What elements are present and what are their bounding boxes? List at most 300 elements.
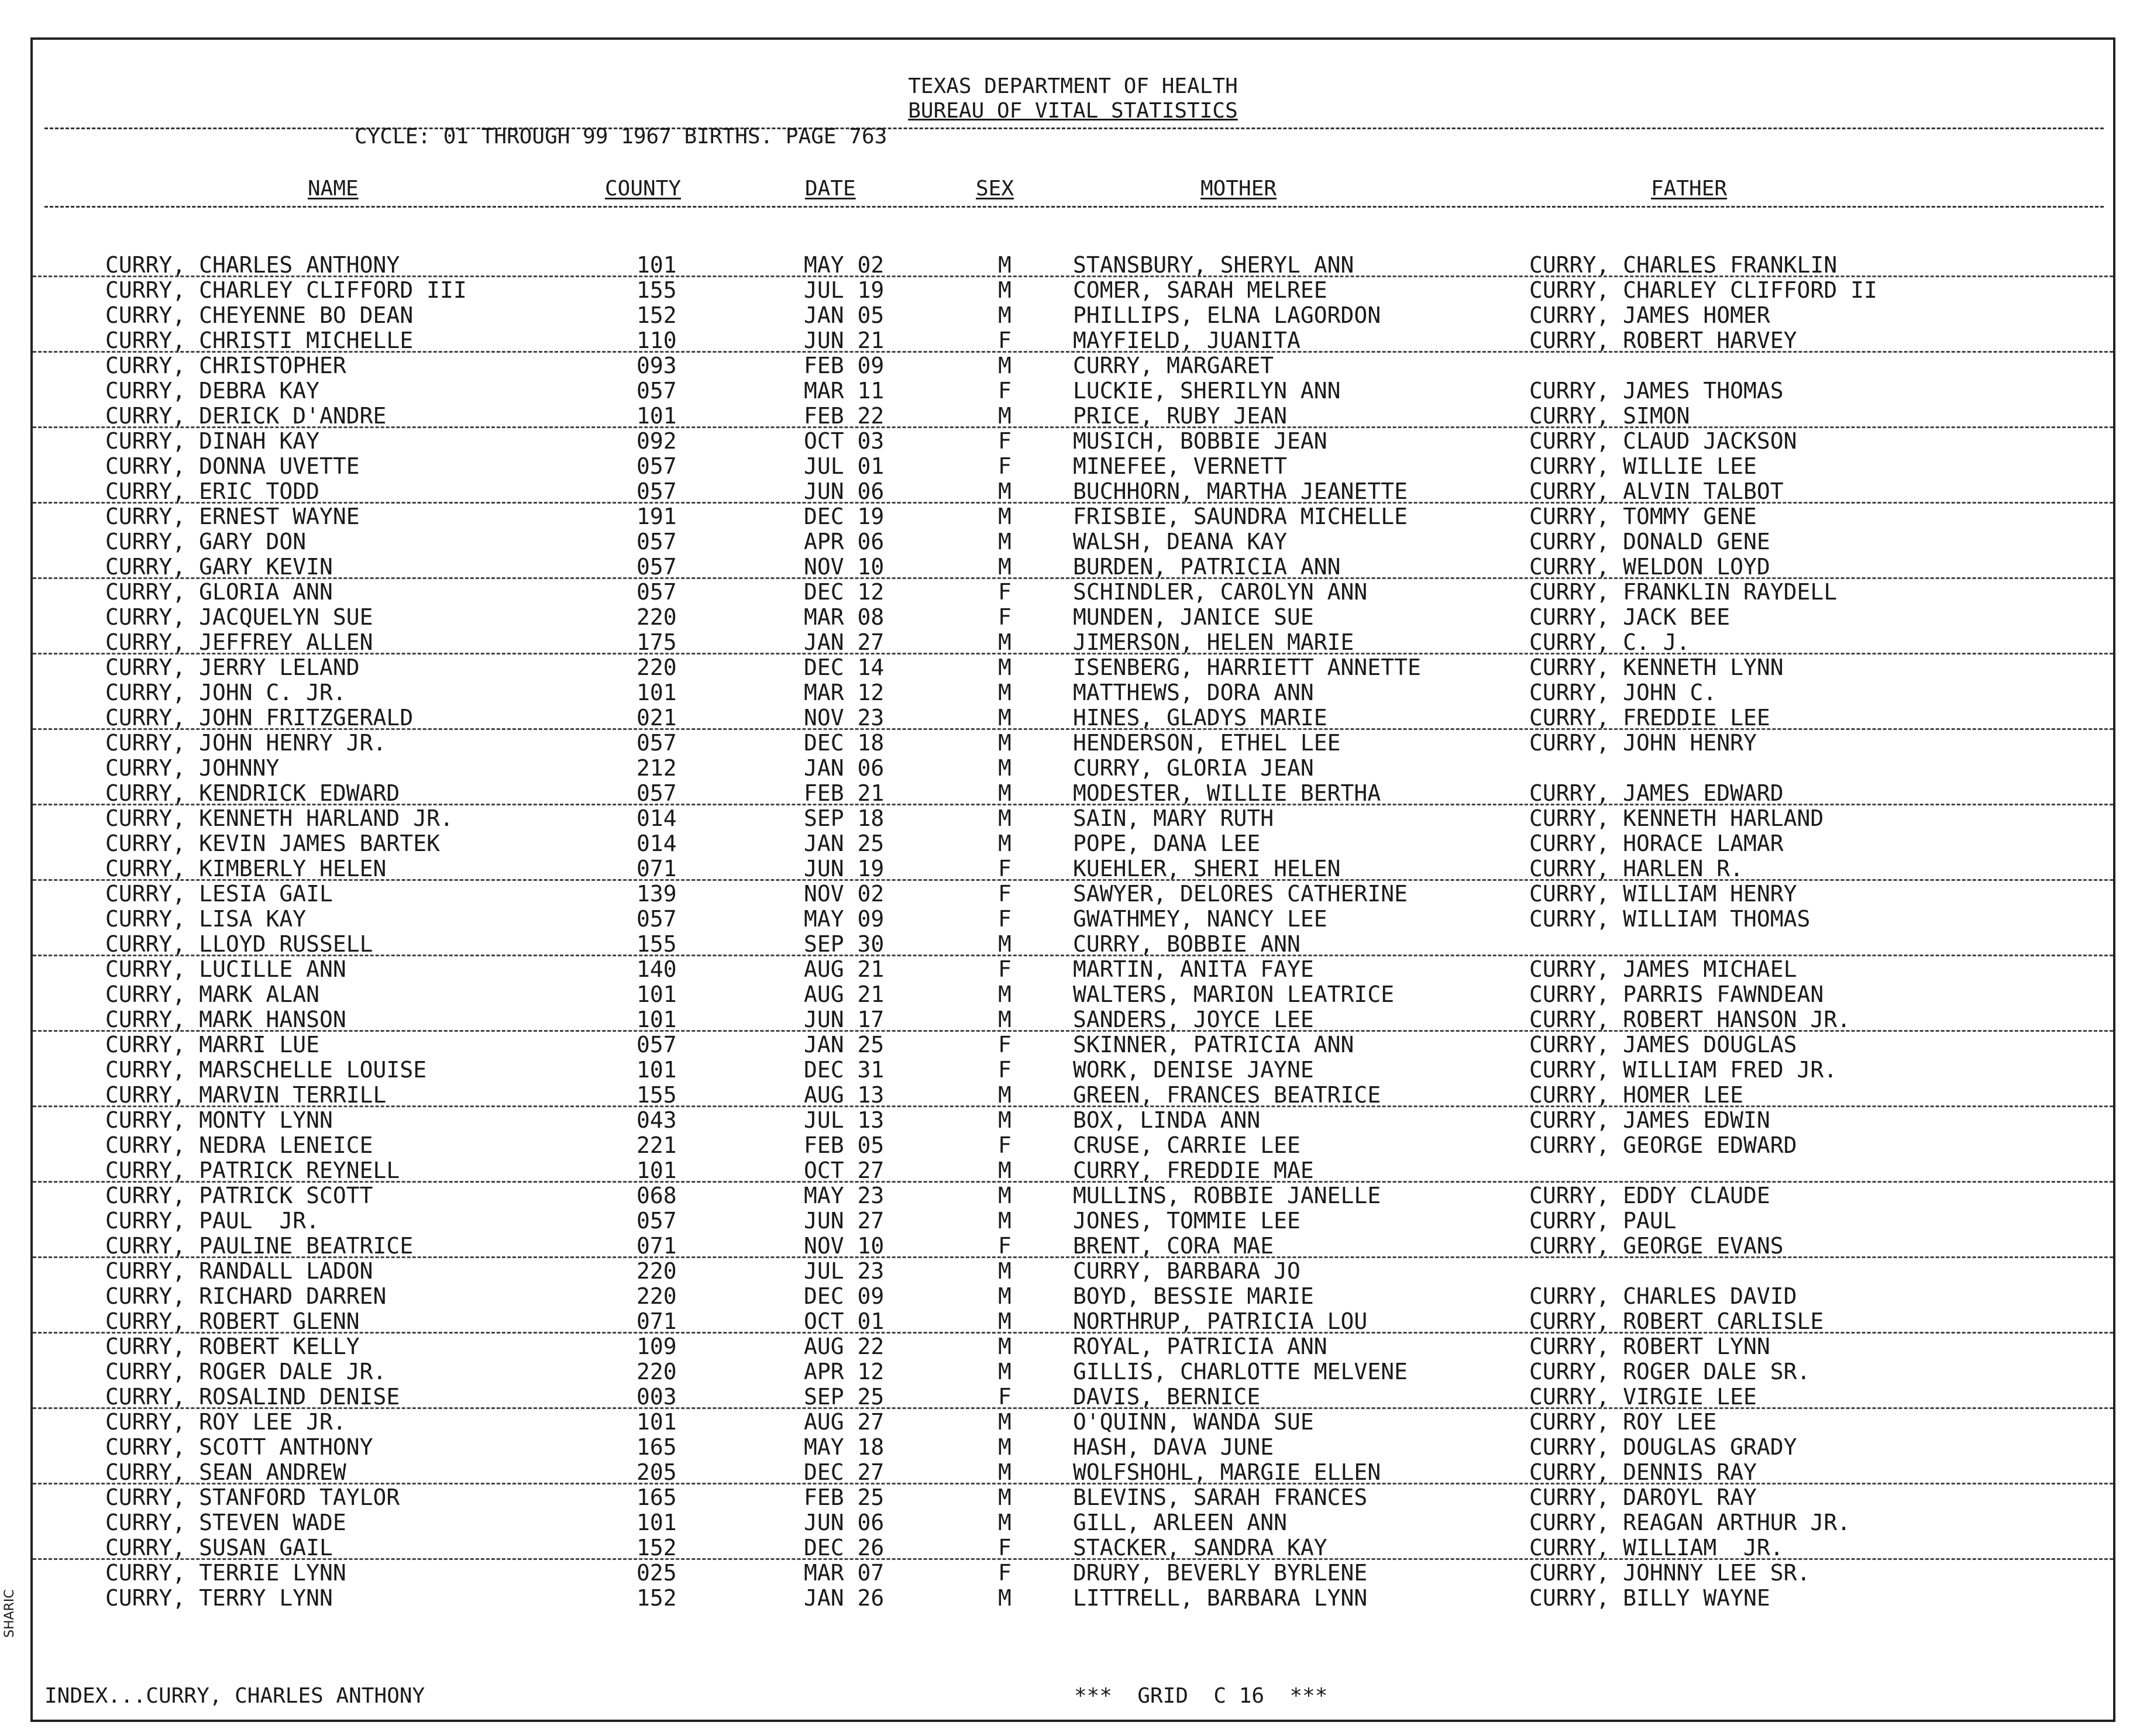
cell-name: CURRY, JOHN HENRY JR. [105, 730, 387, 756]
cell-father: CURRY, ROBERT CARLISLE [1529, 1308, 1824, 1334]
col-date: DATE [805, 177, 856, 201]
cell-father: CURRY, ROBERT LYNN [1529, 1334, 1770, 1359]
cell-mother: POPE, DANA LEE [1073, 831, 1261, 856]
table-row [33, 1485, 2113, 1510]
table-row [33, 856, 2113, 881]
cell-name: CURRY, JERRY LELAND [105, 655, 360, 680]
cell-mother: BLEVINS, SARAH FRANCES [1073, 1484, 1368, 1510]
cell-sex: M [998, 655, 1011, 680]
cell-name: CURRY, LESIA GAIL [105, 881, 333, 907]
table-row [33, 378, 2113, 404]
table-row [33, 1158, 2113, 1183]
cell-name: CURRY, MARK ALAN [105, 981, 320, 1007]
cell-father: CURRY, KENNETH HARLAND [1529, 805, 1824, 831]
cell-name: CURRY, RANDALL LADON [105, 1258, 373, 1284]
cell-sex: M [998, 504, 1011, 529]
table-row [33, 1083, 2113, 1108]
table-row [33, 781, 2113, 806]
table-row [33, 253, 2113, 278]
cell-sex: F [998, 1560, 1011, 1586]
cell-mother: ROYAL, PATRICIA ANN [1073, 1334, 1327, 1359]
cell-name: CURRY, TERRIE LYNN [105, 1560, 346, 1586]
cell-county: 152 [637, 1585, 677, 1611]
cell-name: CURRY, KENNETH HARLAND JR. [105, 805, 453, 831]
cell-date: JUN 21 [804, 328, 885, 353]
cell-mother: GREEN, FRANCES BEATRICE [1073, 1082, 1381, 1108]
table-row [33, 429, 2113, 454]
cell-date: JAN 26 [804, 1585, 885, 1611]
cell-mother: BRENT, CORA MAE [1073, 1233, 1274, 1259]
cell-date: FEB 05 [804, 1132, 885, 1158]
cell-date: JUN 19 [804, 856, 885, 881]
cell-date: JAN 27 [804, 629, 885, 655]
table-row [33, 881, 2113, 907]
cell-sex: M [998, 252, 1011, 278]
cell-name: CURRY, ROY LEE JR. [105, 1409, 346, 1435]
cell-date: DEC 27 [804, 1459, 885, 1485]
cell-date: DEC 18 [804, 730, 885, 756]
cell-mother: CURRY, BOBBIE ANN [1073, 931, 1300, 957]
cell-name: CURRY, GARY DON [105, 529, 307, 554]
cell-mother: GILLIS, CHARLOTTE MELVENE [1073, 1359, 1408, 1384]
cell-mother: ISENBERG, HARRIETT ANNETTE [1073, 655, 1421, 680]
cell-sex: M [998, 1107, 1011, 1133]
cell-date: JAN 06 [804, 755, 885, 781]
cell-father: CURRY, PARRIS FAWNDEAN [1529, 981, 1824, 1007]
cell-county: 025 [637, 1560, 677, 1586]
cell-father: CURRY, JOHN C. [1529, 680, 1717, 705]
cell-sex: F [998, 579, 1011, 605]
table-row [33, 454, 2113, 479]
cell-county: 043 [637, 1107, 677, 1133]
table-row [33, 353, 2113, 378]
cell-mother: STANSBURY, SHERYL ANN [1073, 252, 1354, 278]
cell-mother: KUEHLER, SHERI HELEN [1073, 856, 1341, 881]
header-agency: TEXAS DEPARTMENT OF HEALTH [908, 74, 1238, 98]
cell-sex: F [998, 328, 1011, 353]
cell-mother: COMER, SARAH MELREE [1073, 277, 1327, 303]
cell-father: CURRY, BILLY WAYNE [1529, 1585, 1770, 1611]
cell-sex: F [998, 856, 1011, 881]
cell-sex: M [998, 1208, 1011, 1234]
cell-sex: M [998, 705, 1011, 731]
cell-name: CURRY, LUCILLE ANN [105, 956, 346, 982]
cell-name: CURRY, SUSAN GAIL [105, 1535, 333, 1561]
cell-date: JUN 06 [804, 478, 885, 504]
cell-sex: M [998, 730, 1011, 756]
cell-father: CURRY, ROBERT HARVEY [1529, 328, 1797, 353]
cell-father: CURRY, JAMES THOMAS [1529, 378, 1784, 404]
cell-sex: M [998, 629, 1011, 655]
cell-father: CURRY, WILLIAM JR. [1529, 1535, 1784, 1561]
cell-county: 220 [637, 1359, 677, 1384]
cell-mother: SAWYER, DELORES CATHERINE [1073, 881, 1408, 907]
cell-sex: F [998, 1132, 1011, 1158]
table-row [33, 1183, 2113, 1208]
cell-sex: M [998, 1484, 1011, 1510]
cell-mother: BOX, LINDA ANN [1073, 1107, 1261, 1133]
cell-county: 175 [637, 629, 677, 655]
cell-mother: WALSH, DEANA KAY [1073, 529, 1288, 554]
cell-county: 092 [637, 428, 677, 454]
side-label: SHARIC [2, 1589, 17, 1638]
cell-father: CURRY, DONALD GENE [1529, 529, 1770, 554]
cell-sex: M [998, 1308, 1011, 1334]
table-row [33, 1234, 2113, 1259]
cell-county: 220 [637, 655, 677, 680]
cell-mother: JONES, TOMMIE LEE [1073, 1208, 1300, 1234]
cell-father: CURRY, CHARLES FRANKLIN [1529, 252, 1838, 278]
cell-date: OCT 27 [804, 1158, 885, 1183]
cell-date: JUL 13 [804, 1107, 885, 1133]
cell-mother: HINES, GLADYS MARIE [1073, 705, 1327, 731]
cell-mother: MAYFIELD, JUANITA [1073, 328, 1300, 353]
table-row [33, 630, 2113, 655]
cell-father: CURRY, REAGAN ARTHUR JR. [1529, 1510, 1851, 1535]
footer-index: INDEX...CURRY, CHARLES ANTHONY [44, 1684, 425, 1708]
cell-date: OCT 03 [804, 428, 885, 454]
cell-name: CURRY, DEBRA KAY [105, 378, 320, 404]
cell-sex: M [998, 780, 1011, 806]
cell-date: MAR 12 [804, 680, 885, 705]
column-headers [33, 177, 2113, 204]
cell-name: CURRY, ROBERT KELLY [105, 1334, 360, 1359]
cell-name: CURRY, JOHN FRITZGERALD [105, 705, 414, 731]
cell-sex: F [998, 1535, 1011, 1561]
cell-county: 221 [637, 1132, 677, 1158]
cell-mother: SCHINDLER, CAROLYN ANN [1073, 579, 1368, 605]
cell-date: JUL 23 [804, 1258, 885, 1284]
table-row [33, 1535, 2113, 1561]
table-row [33, 1208, 2113, 1234]
table-row [33, 1032, 2113, 1058]
cell-date: MAY 09 [804, 906, 885, 932]
cell-mother: BUCHHORN, MARTHA JEANETTE [1073, 478, 1408, 504]
cell-county: 165 [637, 1484, 677, 1510]
table-row [33, 1309, 2113, 1334]
table-row [33, 1259, 2113, 1284]
header-bureau: BUREAU OF VITAL STATISTICS [908, 99, 1238, 123]
table-row [33, 554, 2113, 580]
cell-name: CURRY, ROBERT GLENN [105, 1308, 360, 1334]
cell-sex: M [998, 1585, 1011, 1611]
cell-name: CURRY, LISA KAY [105, 906, 307, 932]
cell-sex: M [998, 403, 1011, 429]
cell-mother: LUCKIE, SHERILYN ANN [1073, 378, 1341, 404]
table-row [33, 907, 2113, 932]
table-row [33, 529, 2113, 554]
cell-sex: M [998, 1409, 1011, 1435]
cell-father: CURRY, SIMON [1529, 403, 1690, 429]
table-row [33, 328, 2113, 353]
cell-mother: FRISBIE, SAUNDRA MICHELLE [1073, 504, 1408, 529]
cell-sex: M [998, 1334, 1011, 1359]
cell-mother: STACKER, SANDRA KAY [1073, 1535, 1327, 1561]
cell-name: CURRY, GLORIA ANN [105, 579, 333, 605]
table-row [33, 404, 2113, 429]
table-row [33, 957, 2113, 982]
table-row [33, 580, 2113, 605]
cell-mother: SKINNER, PATRICIA ANN [1073, 1032, 1354, 1058]
cell-county: 101 [637, 1158, 677, 1183]
cell-county: 165 [637, 1434, 677, 1460]
cell-date: SEP 25 [804, 1384, 885, 1410]
cell-father: CURRY, GEORGE EDWARD [1529, 1132, 1797, 1158]
cell-mother: HASH, DAVA JUNE [1073, 1434, 1274, 1460]
table-row [33, 655, 2113, 680]
cell-county: 101 [637, 1510, 677, 1535]
cell-date: DEC 14 [804, 655, 885, 680]
cell-sex: M [998, 478, 1011, 504]
table-row [33, 1561, 2113, 1586]
cell-father: CURRY, ROGER DALE SR. [1529, 1359, 1811, 1384]
cell-mother: DRURY, BEVERLY BYRLENE [1073, 1560, 1368, 1586]
cell-sex: F [998, 378, 1011, 404]
cell-county: 152 [637, 1535, 677, 1561]
cell-name: CURRY, CHRISTOPHER [105, 353, 346, 378]
table-row [33, 303, 2113, 328]
cell-county: 003 [637, 1384, 677, 1410]
table-row [33, 982, 2113, 1007]
cell-sex: M [998, 302, 1011, 328]
cell-date: FEB 09 [804, 353, 885, 378]
cell-mother: WOLFSHOHL, MARGIE ELLEN [1073, 1459, 1381, 1485]
cell-mother: MINEFEE, VERNETT [1073, 453, 1288, 479]
cell-name: CURRY, MARRI LUE [105, 1032, 320, 1058]
cell-mother: CURRY, BARBARA JO [1073, 1258, 1300, 1284]
cell-father: CURRY, C. J. [1529, 629, 1690, 655]
cell-name: CURRY, KEVIN JAMES BARTEK [105, 831, 440, 856]
cell-county: 155 [637, 931, 677, 957]
cell-father: CURRY, JAMES HOMER [1529, 302, 1770, 328]
cell-sex: M [998, 1434, 1011, 1460]
cell-name: CURRY, MARVIN TERRILL [105, 1082, 387, 1108]
table-row [33, 705, 2113, 731]
table-row [33, 1435, 2113, 1460]
cell-mother: HENDERSON, ETHEL LEE [1073, 730, 1341, 756]
cell-name: CURRY, LLOYD RUSSELL [105, 931, 373, 957]
cell-name: CURRY, PATRICK SCOTT [105, 1183, 373, 1208]
cell-date: JUN 27 [804, 1208, 885, 1234]
cell-sex: M [998, 1158, 1011, 1183]
cell-mother: MODESTER, WILLIE BERTHA [1073, 780, 1381, 806]
cell-father: CURRY, WILLIAM THOMAS [1529, 906, 1811, 932]
cell-father: CURRY, CHARLES DAVID [1529, 1283, 1797, 1309]
cell-name: CURRY, DONNA UVETTE [105, 453, 360, 479]
cell-date: DEC 31 [804, 1057, 885, 1083]
col-sex: SEX [976, 177, 1014, 201]
cell-sex: M [998, 1459, 1011, 1485]
table-row [33, 1108, 2113, 1133]
cell-county: 155 [637, 1082, 677, 1108]
cell-county: 057 [637, 554, 677, 580]
cell-name: CURRY, STEVEN WADE [105, 1510, 346, 1535]
cell-mother: MARTIN, ANITA FAYE [1073, 956, 1314, 982]
cell-father: CURRY, VIRGIE LEE [1529, 1384, 1757, 1410]
cell-county: 101 [637, 680, 677, 705]
cell-date: JAN 25 [804, 1032, 885, 1058]
cell-county: 021 [637, 705, 677, 731]
cell-date: AUG 21 [804, 956, 885, 982]
cell-county: 101 [637, 1409, 677, 1435]
cell-sex: M [998, 755, 1011, 781]
cell-date: OCT 01 [804, 1308, 885, 1334]
cell-sex: F [998, 453, 1011, 479]
cell-county: 101 [637, 981, 677, 1007]
cell-name: CURRY, DERICK D'ANDRE [105, 403, 387, 429]
cell-date: SEP 30 [804, 931, 885, 957]
cell-mother: MUSICH, BOBBIE JEAN [1073, 428, 1327, 454]
cell-father: CURRY, GEORGE EVANS [1529, 1233, 1784, 1259]
cell-date: JAN 25 [804, 831, 885, 856]
table-row [33, 1284, 2113, 1309]
cell-date: MAY 18 [804, 1434, 885, 1460]
table-row [33, 1359, 2113, 1384]
cell-county: 014 [637, 831, 677, 856]
cell-father: CURRY, DOUGLAS GRADY [1529, 1434, 1797, 1460]
cell-sex: F [998, 1233, 1011, 1259]
cell-mother: WALTERS, MARION LEATRICE [1073, 981, 1395, 1007]
cell-sex: F [998, 604, 1011, 630]
cell-county: 101 [637, 252, 677, 278]
cell-sex: F [998, 1057, 1011, 1083]
table-row [33, 504, 2113, 529]
cell-father: CURRY, FREDDIE LEE [1529, 705, 1770, 731]
footer-grid: *** GRID C 16 *** [1074, 1684, 1328, 1708]
cell-name: CURRY, MARSCHELLE LOUISE [105, 1057, 427, 1083]
cell-name: CURRY, JACQUELYN SUE [105, 604, 373, 630]
cell-sex: M [998, 831, 1011, 856]
cell-sex: M [998, 529, 1011, 554]
table-row [33, 932, 2113, 957]
cell-mother: CURRY, FREDDIE MAE [1073, 1158, 1314, 1183]
cell-sex: M [998, 277, 1011, 303]
cell-name: CURRY, JEFFREY ALLEN [105, 629, 373, 655]
cell-name: CURRY, PATRICK REYNELL [105, 1158, 400, 1183]
cell-sex: M [998, 805, 1011, 831]
cell-date: FEB 21 [804, 780, 885, 806]
cell-name: CURRY, ROSALIND DENISE [105, 1384, 400, 1410]
cell-father: CURRY, WILLIAM FRED JR. [1529, 1057, 1838, 1083]
cell-date: NOV 10 [804, 554, 885, 580]
table-row [33, 605, 2113, 630]
cell-date: NOV 10 [804, 1233, 885, 1259]
cell-father: CURRY, JACK BEE [1529, 604, 1730, 630]
cell-name: CURRY, PAUL JR. [105, 1208, 320, 1234]
col-name: NAME [308, 177, 359, 201]
cell-county: 057 [637, 529, 677, 554]
cell-name: CURRY, NEDRA LENEICE [105, 1132, 373, 1158]
table-row [33, 1384, 2113, 1410]
cell-mother: MATTHEWS, DORA ANN [1073, 680, 1314, 705]
table-row [33, 756, 2113, 781]
cell-name: CURRY, PAULINE BEATRICE [105, 1233, 414, 1259]
cell-county: 155 [637, 277, 677, 303]
cell-name: CURRY, ROGER DALE JR. [105, 1359, 387, 1384]
cell-father: CURRY, JOHN HENRY [1529, 730, 1757, 756]
cell-name: CURRY, CHEYENNE BO DEAN [105, 302, 414, 328]
cell-county: 101 [637, 1057, 677, 1083]
cell-county: 093 [637, 353, 677, 378]
cell-father: CURRY, HOMER LEE [1529, 1082, 1744, 1108]
cell-date: SEP 18 [804, 805, 885, 831]
cell-mother: SANDERS, JOYCE LEE [1073, 1007, 1314, 1032]
cell-name: CURRY, JOHNNY [105, 755, 280, 781]
cell-date: MAY 02 [804, 252, 885, 278]
cell-father: CURRY, ROBERT HANSON JR. [1529, 1007, 1851, 1032]
cell-date: AUG 21 [804, 981, 885, 1007]
cell-mother: O'QUINN, WANDA SUE [1073, 1409, 1314, 1435]
cell-county: 220 [637, 604, 677, 630]
cell-sex: M [998, 931, 1011, 957]
cell-date: FEB 22 [804, 403, 885, 429]
cell-county: 101 [637, 403, 677, 429]
table-row [33, 1410, 2113, 1435]
cell-name: CURRY, ERNEST WAYNE [105, 504, 360, 529]
cell-father: CURRY, JOHNNY LEE SR. [1529, 1560, 1811, 1586]
cell-date: NOV 23 [804, 705, 885, 731]
cell-father: CURRY, DAROYL RAY [1529, 1484, 1757, 1510]
cell-father: CURRY, WILLIAM HENRY [1529, 881, 1797, 907]
cell-mother: MUNDEN, JANICE SUE [1073, 604, 1314, 630]
cell-name: CURRY, DINAH KAY [105, 428, 320, 454]
cell-mother: DAVIS, BERNICE [1073, 1384, 1261, 1410]
cell-county: 191 [637, 504, 677, 529]
cell-date: MAR 07 [804, 1560, 885, 1586]
cell-county: 071 [637, 1308, 677, 1334]
cell-sex: F [998, 428, 1011, 454]
cell-date: AUG 13 [804, 1082, 885, 1108]
cell-name: CURRY, CHARLES ANTHONY [105, 252, 400, 278]
cell-mother: CURRY, MARGARET [1073, 353, 1274, 378]
table-row [33, 1058, 2113, 1083]
cell-sex: F [998, 881, 1011, 907]
cell-mother: BURDEN, PATRICIA ANN [1073, 554, 1341, 580]
cell-sex: F [998, 956, 1011, 982]
cell-name: CURRY, GARY KEVIN [105, 554, 333, 580]
cell-mother: JIMERSON, HELEN MARIE [1073, 629, 1354, 655]
cell-county: 140 [637, 956, 677, 982]
cell-sex: F [998, 1384, 1011, 1410]
cell-date: JUL 01 [804, 453, 885, 479]
cell-county: 220 [637, 1283, 677, 1309]
table-row [33, 479, 2113, 504]
cell-date: DEC 09 [804, 1283, 885, 1309]
cell-sex: M [998, 1258, 1011, 1284]
cell-mother: SAIN, MARY RUTH [1073, 805, 1274, 831]
table-row [33, 831, 2113, 856]
cell-date: JAN 05 [804, 302, 885, 328]
cell-county: 068 [637, 1183, 677, 1208]
cell-name: CURRY, ERIC TODD [105, 478, 320, 504]
cell-county: 057 [637, 478, 677, 504]
cell-county: 057 [637, 1032, 677, 1058]
document-frame [30, 37, 2115, 1722]
cell-county: 057 [637, 906, 677, 932]
cell-date: DEC 19 [804, 504, 885, 529]
cell-sex: M [998, 1510, 1011, 1535]
cell-date: MAY 23 [804, 1183, 885, 1208]
cell-sex: M [998, 353, 1011, 378]
cell-name: CURRY, MONTY LYNN [105, 1107, 333, 1133]
cell-mother: NORTHRUP, PATRICIA LOU [1073, 1308, 1368, 1334]
cell-father: CURRY, ROY LEE [1529, 1409, 1717, 1435]
cell-sex: M [998, 1082, 1011, 1108]
col-father: FATHER [1651, 177, 1728, 201]
cell-father: CURRY, JAMES DOUGLAS [1529, 1032, 1797, 1058]
cell-name: CURRY, MARK HANSON [105, 1007, 346, 1032]
cell-mother: GWATHMEY, NANCY LEE [1073, 906, 1327, 932]
